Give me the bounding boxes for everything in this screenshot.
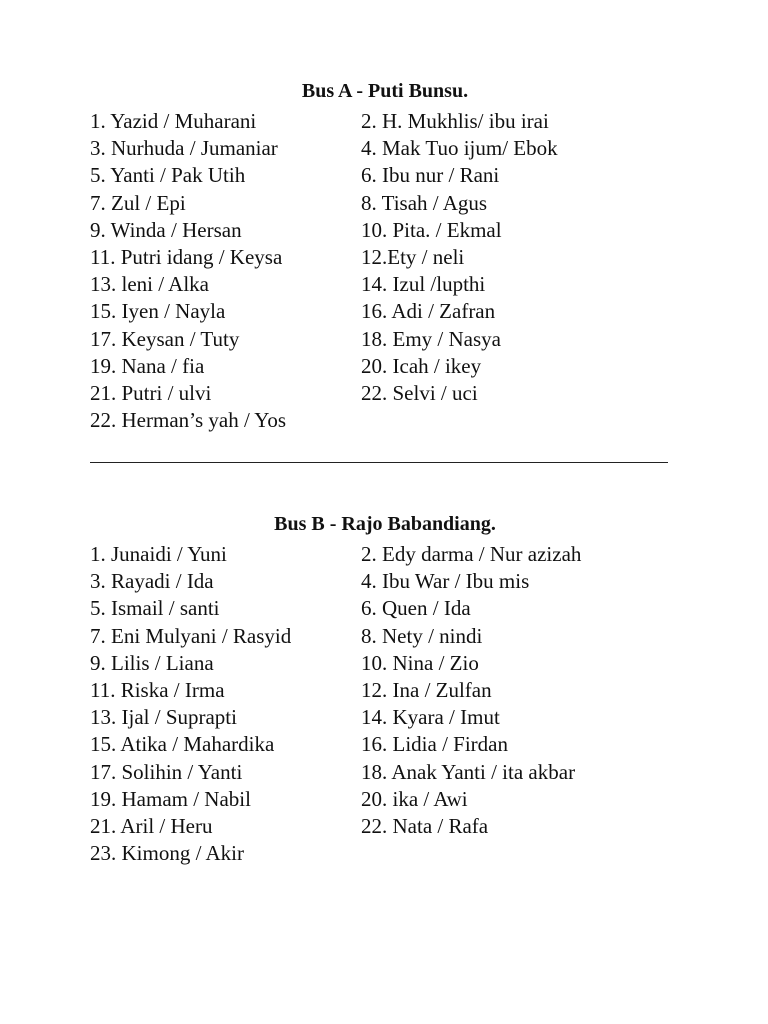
seat-row xyxy=(90,108,690,135)
seat-pair: 8. Nety / nindi xyxy=(361,623,483,648)
seat-pair: 11. Riska / Irma xyxy=(90,677,225,702)
seat-pair: 6. Ibu nur / Rani xyxy=(361,163,500,188)
seat-row xyxy=(90,731,690,758)
seat-pair: 1. Junaidi / Yuni xyxy=(90,542,227,566)
seat-row xyxy=(90,190,690,217)
seat-pair: 10. Pita. / Ekmal xyxy=(361,217,502,242)
seat-pair: 16. Lidia / Firdan xyxy=(361,732,508,757)
seat-pair: 19. Hamam / Nabil xyxy=(90,786,251,811)
seat-pair: 12. Ina / Zulfan xyxy=(361,677,492,702)
seat-pair: 21. Putri / ulvi xyxy=(90,380,212,405)
seat-row xyxy=(90,298,690,325)
seat-pair: 5. Yanti / Pak Utih xyxy=(90,163,246,188)
seat-row xyxy=(90,786,690,813)
seat-pair: 21. Aril / Heru xyxy=(90,813,213,838)
seat-pair: 9. Winda / Hersan xyxy=(90,217,242,242)
seat-pair: 7. Eni Mulyani / Rasyid xyxy=(90,623,292,648)
seat-row xyxy=(90,541,690,568)
seat-row xyxy=(90,244,690,271)
seat-pair: 23. Kimong / Akir xyxy=(90,841,245,866)
seat-pair: 16. Adi / Zafran xyxy=(361,299,496,324)
section-divider xyxy=(90,462,668,463)
seat-pair: 19. Nana / fia xyxy=(90,353,205,378)
bus-a-section xyxy=(90,76,690,434)
seat-row xyxy=(90,353,690,380)
seat-pair: 2. Edy darma / Nur azizah xyxy=(361,542,582,566)
seat-pair: 9. Lilis / Liana xyxy=(90,650,214,675)
seat-pair: 3. Nurhuda / Jumaniar xyxy=(90,136,278,161)
seat-pair: 22. Herman’s yah / Yos xyxy=(90,408,287,433)
seat-pair: 3. Rayadi / Ida xyxy=(90,569,214,594)
bus-b-title: Bus B - Rajo Babandiang. xyxy=(274,513,496,535)
seat-pair: 17. Keysan / Tuty xyxy=(90,326,240,351)
seat-row xyxy=(90,813,690,840)
seat-row xyxy=(90,759,690,786)
seat-pair: 15. Atika / Mahardika xyxy=(90,732,275,757)
bus-a-seating-list xyxy=(90,108,690,434)
seat-row xyxy=(90,326,690,353)
seat-pair: 15. Iyen / Nayla xyxy=(90,299,226,324)
seat-pair: 4. Mak Tuo ijum/ Ebok xyxy=(361,136,558,161)
bus-a-title: Bus A - Puti Bunsu. xyxy=(301,80,469,102)
seat-pair: 22. Selvi / uci xyxy=(361,380,478,405)
seat-pair: 13. Ijal / Suprapti xyxy=(90,705,237,730)
seat-row xyxy=(90,677,690,704)
seat-row xyxy=(90,595,690,622)
seat-row xyxy=(90,704,690,731)
seat-row xyxy=(90,380,690,407)
seat-row xyxy=(90,135,690,162)
seat-pair: 2. H. Mukhlis/ ibu irai xyxy=(361,109,549,133)
seat-pair: 22. Nata / Rafa xyxy=(361,813,489,838)
seat-pair: 11. Putri idang / Keysa xyxy=(90,244,283,269)
seat-pair: 12.Ety / neli xyxy=(361,244,465,269)
seat-pair: 7. Zul / Epi xyxy=(90,190,186,215)
seat-pair: 13. leni / Alka xyxy=(90,272,209,297)
seat-row xyxy=(90,650,690,677)
seat-pair: 17. Solihin / Yanti xyxy=(90,759,243,784)
seat-pair: 18. Emy / Nasya xyxy=(361,326,501,351)
seat-row xyxy=(90,568,690,595)
seat-pair: 20. Icah / ikey xyxy=(361,353,482,378)
seat-row xyxy=(90,271,690,298)
seat-pair: 8. Tisah / Agus xyxy=(361,190,488,215)
seat-row xyxy=(90,162,690,189)
seat-pair: 6. Quen / Ida xyxy=(361,596,471,621)
seat-row xyxy=(90,217,690,244)
seat-row xyxy=(90,623,690,650)
seat-pair: 10. Nina / Zio xyxy=(361,650,479,675)
seat-pair: 1. Yazid / Muharani xyxy=(90,109,257,133)
seat-pair: 4. Ibu War / Ibu mis xyxy=(361,569,530,594)
seat-pair: 20. ika / Awi xyxy=(361,786,468,811)
seat-pair: 18. Anak Yanti / ita akbar xyxy=(361,759,576,784)
seat-row xyxy=(90,407,690,434)
seat-pair: 14. Kyara / Imut xyxy=(361,705,500,730)
bus-b-seating-list xyxy=(90,541,690,867)
bus-b-section xyxy=(90,509,690,867)
seat-pair: 14. Izul /lupthi xyxy=(361,272,486,297)
seat-row xyxy=(90,840,690,867)
seat-pair: 5. Ismail / santi xyxy=(90,596,220,621)
